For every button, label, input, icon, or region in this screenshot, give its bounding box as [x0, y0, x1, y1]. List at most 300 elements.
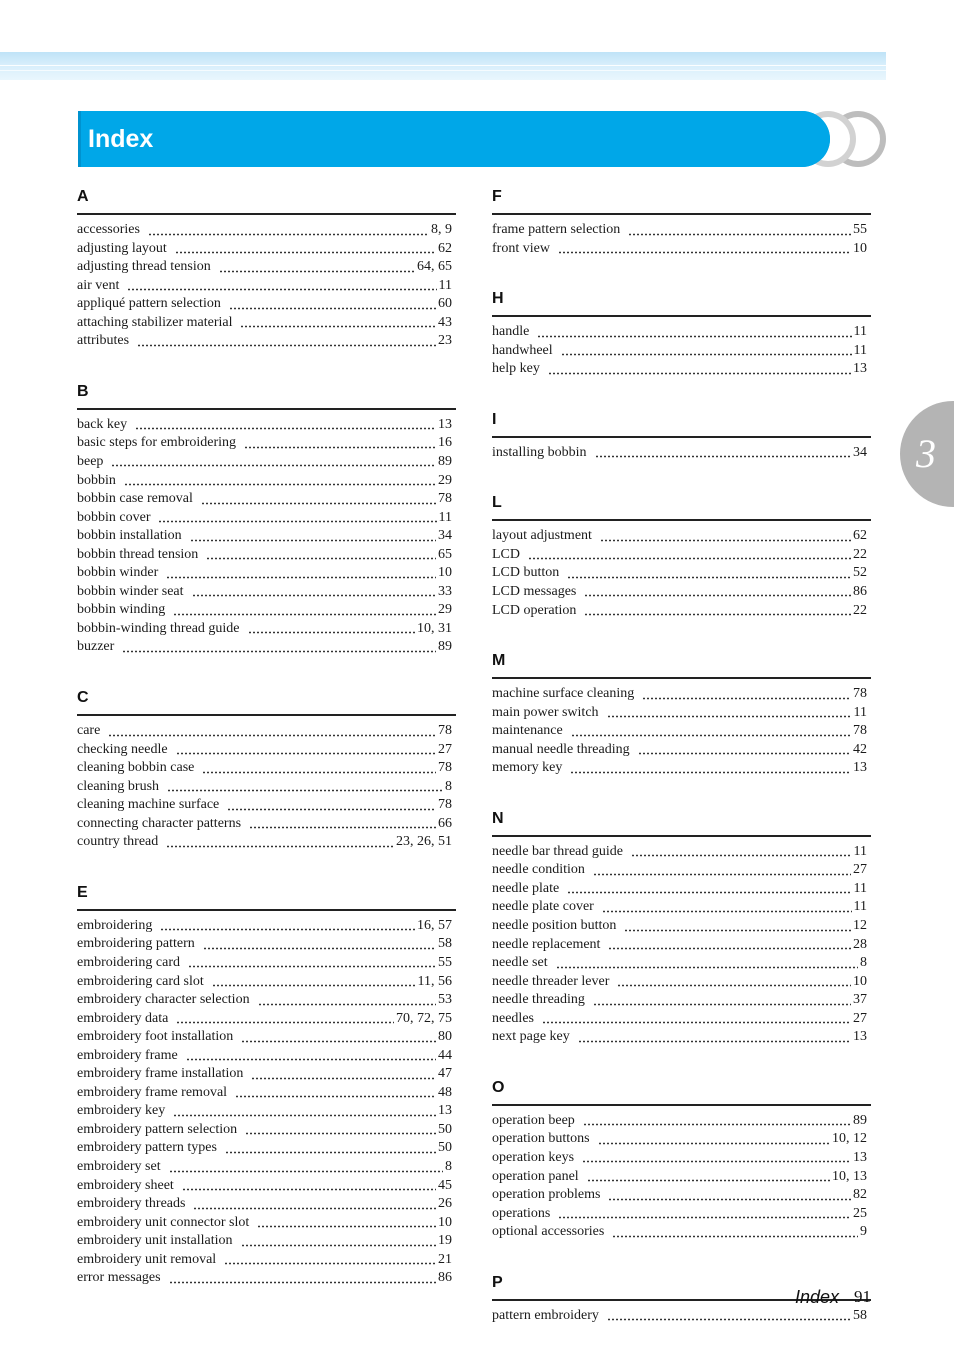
index-entry [492, 360, 867, 379]
index-term: embroidery key [77, 1103, 166, 1119]
dot-leader [617, 973, 851, 988]
index-page-ref: 16, 57 [417, 917, 452, 933]
index-term: embroidery unit connector slot [77, 1214, 250, 1230]
index-term: bobbin case removal [77, 491, 193, 507]
index-page-ref: 86 [438, 1270, 452, 1286]
index-term: operation problems [492, 1187, 601, 1203]
index-page-ref: 19 [438, 1233, 452, 1249]
dot-leader [166, 564, 436, 579]
footer-page-number: 91 [854, 1287, 871, 1306]
dot-leader [240, 314, 436, 329]
header-band-line [0, 70, 886, 71]
index-page-ref: 11 [853, 899, 867, 915]
dot-leader [227, 796, 436, 811]
dot-leader [202, 759, 436, 774]
index-entry [492, 704, 867, 723]
index-entry [77, 741, 452, 760]
dot-leader [169, 1269, 436, 1284]
index-page-ref: 48 [438, 1084, 452, 1100]
index-entry [492, 1186, 867, 1205]
dot-leader [244, 434, 436, 449]
dot-leader [600, 527, 851, 542]
dot-leader [182, 1177, 436, 1192]
index-page-ref: 50 [438, 1140, 452, 1156]
dot-leader [567, 880, 851, 895]
dot-leader [584, 583, 851, 598]
index-term: embroidery sheet [77, 1177, 174, 1193]
index-entry [77, 1158, 452, 1177]
index-page-ref: 23 [438, 333, 452, 349]
index-entry [492, 973, 867, 992]
index-page-ref: 89 [438, 639, 452, 655]
dot-leader [587, 1168, 830, 1183]
index-page-ref: 53 [438, 992, 452, 1008]
index-term: adjusting thread tension [77, 259, 211, 275]
dot-leader [190, 527, 436, 542]
index-entry [77, 620, 452, 639]
index-term: buzzer [77, 639, 115, 655]
index-entry [492, 991, 867, 1010]
index-entry [77, 221, 452, 240]
index-term: frame pattern selection [492, 222, 621, 237]
section-rule [492, 835, 871, 837]
dot-leader [642, 685, 851, 700]
index-term: operation beep [492, 1112, 575, 1128]
dot-leader [175, 240, 436, 255]
dot-leader [225, 1139, 436, 1154]
index-entry [492, 602, 867, 621]
index-entry [492, 1130, 867, 1149]
dot-leader [148, 221, 429, 236]
dot-leader [258, 991, 436, 1006]
dot-leader [241, 1232, 436, 1247]
index-entry [77, 1177, 452, 1196]
dot-leader [548, 360, 851, 375]
index-term: embroidery pattern types [77, 1140, 217, 1156]
index-entry [77, 722, 452, 741]
dot-leader [528, 546, 851, 561]
section-heading-b: B [77, 382, 89, 400]
dot-leader [201, 490, 436, 505]
index-page-ref: 70, 72, 75 [396, 1010, 452, 1026]
index-term: embroidery unit removal [77, 1251, 217, 1267]
index-page-ref: 13 [438, 416, 452, 432]
dot-leader [122, 638, 436, 653]
section-heading-h: H [492, 290, 504, 308]
index-page-ref: 78 [438, 491, 452, 507]
dot-leader [628, 221, 851, 236]
dot-leader [160, 917, 415, 932]
dot-leader [624, 917, 851, 932]
index-page-ref: 27 [853, 862, 867, 878]
index-entry [77, 258, 452, 277]
index-term: needle replacement [492, 936, 601, 952]
section-rule [492, 677, 871, 679]
section-rule [77, 714, 456, 716]
index-page-ref: 58 [438, 936, 452, 952]
index-entry [77, 434, 452, 453]
index-term: needle condition [492, 862, 585, 878]
dot-leader [193, 1195, 436, 1210]
index-page-ref: 22 [853, 602, 867, 618]
index-term: embroidery frame installation [77, 1066, 244, 1082]
index-page-ref: 78 [438, 723, 452, 738]
index-entry [77, 1028, 452, 1047]
index-term: pattern embroidery [492, 1307, 599, 1323]
index-entry [492, 527, 867, 546]
dot-leader [166, 833, 394, 848]
dot-leader [593, 991, 851, 1006]
index-entry [77, 453, 452, 472]
index-entry [492, 1028, 867, 1047]
index-page-ref: 62 [438, 240, 452, 256]
index-term: embroidery frame [77, 1047, 178, 1063]
index-page-ref: 26 [438, 1196, 452, 1212]
index-term: beep [77, 453, 104, 469]
index-term: needle set [492, 955, 548, 971]
index-entry [77, 1269, 452, 1288]
dot-leader [224, 1251, 436, 1266]
index-entry [492, 323, 867, 342]
dot-leader [235, 1084, 436, 1099]
index-page-ref: 78 [438, 760, 452, 776]
index-entry [77, 314, 452, 333]
index-page-ref: 10 [853, 973, 867, 989]
dot-leader [173, 601, 436, 616]
index-term: bobbin [77, 472, 116, 488]
index-entry [77, 833, 452, 852]
index-page-ref: 65 [438, 546, 452, 562]
index-entry [77, 332, 452, 351]
index-entry [492, 342, 867, 361]
dot-leader [206, 546, 436, 561]
index-page-ref: 37 [853, 992, 867, 1008]
dot-leader [595, 444, 852, 459]
index-entry [77, 527, 452, 546]
index-term: attributes [77, 333, 130, 349]
index-entry [77, 277, 452, 296]
index-term: embroidery threads [77, 1196, 186, 1212]
index-term: LCD messages [492, 583, 577, 599]
section-heading-m: M [492, 652, 506, 670]
index-term: maintenance [492, 723, 563, 739]
dot-leader [571, 722, 851, 737]
dot-leader [558, 1205, 851, 1220]
index-page-ref: 13 [438, 1103, 452, 1119]
index-term: needles [492, 1010, 534, 1026]
index-term: installing bobbin [492, 444, 587, 460]
index-entry [492, 1223, 867, 1242]
dot-leader [257, 1214, 436, 1229]
index-page-ref: 42 [853, 741, 867, 757]
index-entry [77, 1232, 452, 1251]
index-page-ref: 16 [438, 435, 452, 451]
index-term: care [77, 723, 101, 738]
section-rule [77, 213, 456, 215]
index-entry [492, 1112, 867, 1131]
index-term: LCD [492, 546, 520, 562]
index-page-ref: 52 [853, 565, 867, 581]
dot-leader [108, 722, 436, 737]
index-page-ref: 21 [438, 1251, 452, 1267]
index-term: bobbin thread tension [77, 546, 199, 562]
section-heading-a: A [77, 188, 89, 205]
index-term: optional accessories [492, 1224, 605, 1240]
index-page-ref: 43 [438, 314, 452, 330]
index-entry [77, 954, 452, 973]
index-entry [492, 564, 867, 583]
index-entry [492, 954, 867, 973]
index-page-ref: 62 [853, 528, 867, 544]
index-entry [77, 1251, 452, 1270]
index-term: operation panel [492, 1168, 579, 1184]
index-entry [492, 240, 867, 259]
index-term: cleaning brush [77, 778, 160, 794]
index-entry [77, 1214, 452, 1233]
index-term: embroidering [77, 917, 153, 933]
dot-leader [608, 1186, 851, 1201]
index-page-ref: 10, 31 [417, 620, 452, 636]
index-entry [492, 722, 867, 741]
index-page-ref: 89 [438, 453, 452, 469]
index-term: LCD operation [492, 602, 577, 618]
index-entry [492, 1149, 867, 1168]
index-entry [77, 796, 452, 815]
index-term: embroidering card [77, 954, 181, 970]
index-term: embroidery pattern selection [77, 1121, 238, 1137]
index-term: operations [492, 1205, 551, 1221]
index-term: bobbin-winding thread guide [77, 620, 240, 636]
index-page-ref: 11 [853, 324, 867, 340]
index-page-ref: 47 [438, 1066, 452, 1082]
index-page-ref: 11 [853, 704, 867, 720]
index-entry [77, 1121, 452, 1140]
dot-leader [212, 973, 416, 988]
index-entry [492, 861, 867, 880]
section-heading-f: F [492, 188, 502, 205]
index-page-ref: 11 [853, 342, 867, 358]
dot-leader [612, 1223, 858, 1238]
index-page-ref: 10, 12 [832, 1131, 867, 1147]
dot-leader [537, 323, 851, 338]
dot-leader [203, 935, 436, 950]
index-term: machine surface cleaning [492, 686, 635, 702]
dot-leader [135, 416, 436, 431]
index-page-ref: 78 [853, 686, 867, 702]
index-entry [77, 778, 452, 797]
index-term: embroidery unit installation [77, 1233, 233, 1249]
index-term: handle [492, 324, 530, 340]
dot-leader [248, 620, 415, 635]
index-entry [77, 583, 452, 602]
dot-leader [558, 240, 851, 255]
index-entry [492, 546, 867, 565]
index-entry [77, 1010, 452, 1029]
index-page-ref: 12 [853, 918, 867, 933]
section-rule [77, 909, 456, 911]
index-page-ref: 13 [853, 1029, 867, 1045]
index-term: adjusting layout [77, 240, 167, 256]
index-page-ref: 8 [445, 1159, 452, 1174]
dot-leader [245, 1121, 436, 1136]
index-page-ref: 80 [438, 1029, 452, 1045]
section-heading-n: N [492, 809, 504, 827]
index-term: operation keys [492, 1149, 575, 1165]
chapter-number: 3 [916, 431, 936, 476]
index-entry [77, 973, 452, 992]
section-heading-o: O [492, 1078, 505, 1096]
index-term: bobbin winder seat [77, 583, 184, 599]
index-page-ref: 10 [853, 240, 867, 256]
dot-leader [583, 1112, 851, 1127]
index-term: needle bar thread guide [492, 843, 623, 859]
index-page-ref: 13 [853, 1149, 867, 1165]
index-page-ref: 78 [438, 797, 452, 813]
dot-leader [111, 453, 436, 468]
index-entry [492, 444, 867, 463]
section-rule [492, 519, 871, 521]
dot-leader [638, 741, 851, 756]
index-entry [492, 843, 867, 862]
dot-leader [186, 1047, 436, 1062]
section-rule [492, 315, 871, 317]
index-term: operation buttons [492, 1131, 590, 1147]
index-page-ref: 23, 26, 51 [396, 834, 452, 850]
dot-leader [127, 277, 436, 292]
index-term: error messages [77, 1270, 161, 1286]
dot-leader [176, 1010, 394, 1025]
index-page-ref: 27 [438, 741, 452, 757]
dot-leader [192, 583, 436, 598]
dot-leader [249, 815, 436, 830]
index-term: needle threading [492, 992, 585, 1008]
index-entry [77, 416, 452, 435]
section-heading-p: P [492, 1273, 503, 1291]
index-page-ref: 55 [853, 222, 867, 237]
dot-leader [593, 861, 851, 876]
index-page-ref: 22 [853, 546, 867, 562]
index-entry [492, 1205, 867, 1224]
title-bar [78, 111, 830, 167]
index-term: back key [77, 416, 128, 432]
index-page-ref: 8, 9 [431, 222, 452, 237]
dot-leader [607, 704, 852, 719]
index-page-ref: 11 [438, 509, 452, 525]
index-page-ref: 25 [853, 1205, 867, 1221]
index-page-ref: 27 [853, 1010, 867, 1026]
index-entry [492, 741, 867, 760]
index-entry [77, 759, 452, 778]
index-term: embroidering card slot [77, 973, 204, 989]
dot-leader [188, 954, 436, 969]
index-page-ref: 45 [438, 1177, 452, 1193]
index-page-ref: 82 [853, 1187, 867, 1203]
index-page-ref: 11, 56 [417, 973, 452, 989]
index-entry [77, 240, 452, 259]
index-page-ref: 60 [438, 296, 452, 312]
dot-leader [137, 332, 436, 347]
index-term: bobbin winding [77, 602, 166, 618]
index-page-ref: 44 [438, 1047, 452, 1063]
index-entry [492, 583, 867, 602]
index-page-ref: 13 [853, 361, 867, 377]
index-entry [77, 1195, 452, 1214]
dot-leader [219, 258, 415, 273]
index-term: accessories [77, 222, 140, 237]
dot-leader [578, 1028, 851, 1043]
index-page-ref: 29 [438, 602, 452, 618]
index-page-ref: 10 [438, 565, 452, 581]
dot-leader [567, 564, 851, 579]
index-term: needle position button [492, 918, 617, 933]
dot-leader [169, 1158, 443, 1173]
index-page-ref: 11 [853, 880, 867, 896]
index-entry [77, 1047, 452, 1066]
index-term: embroidery foot installation [77, 1029, 234, 1045]
index-term: bobbin cover [77, 509, 151, 525]
dot-leader [556, 954, 858, 969]
section-heading-l: L [492, 494, 502, 512]
index-term: connecting character patterns [77, 815, 242, 831]
index-entry [492, 917, 867, 936]
index-entry [77, 509, 452, 528]
dot-leader [124, 472, 436, 487]
index-page-ref: 10 [438, 1214, 452, 1230]
index-page-ref: 29 [438, 472, 452, 488]
dot-leader [561, 342, 852, 357]
index-term: embroidery data [77, 1010, 169, 1026]
footer-section-label: Index [795, 1287, 840, 1307]
index-page-ref: 10, 13 [832, 1168, 867, 1184]
index-term: bobbin winder [77, 565, 159, 581]
index-entry [492, 936, 867, 955]
index-page-ref: 28 [853, 936, 867, 952]
index-entry [492, 1168, 867, 1187]
index-term: LCD button [492, 565, 560, 581]
index-term: cleaning machine surface [77, 797, 220, 813]
index-term: needle threader lever [492, 973, 610, 989]
section-rule [77, 408, 456, 410]
index-term: embroidering pattern [77, 936, 195, 952]
index-page-ref: 64, 65 [417, 259, 452, 275]
index-term: manual needle threading [492, 741, 630, 757]
index-entry [77, 1065, 452, 1084]
dot-leader [542, 1010, 851, 1025]
index-term: main power switch [492, 704, 599, 720]
index-page-ref: 50 [438, 1121, 452, 1137]
index-term: memory key [492, 760, 563, 776]
index-page-ref: 8 [445, 778, 452, 794]
dot-leader [584, 602, 851, 617]
dot-leader [241, 1028, 436, 1043]
section-heading-c: C [77, 689, 89, 706]
index-entry [77, 917, 452, 936]
index-term: country thread [77, 834, 159, 850]
index-term: embroidery character selection [77, 992, 250, 1008]
index-term: basic steps for embroidering [77, 435, 237, 451]
index-term: bobbin installation [77, 528, 182, 544]
index-term: embroidery set [77, 1159, 161, 1174]
dot-leader [251, 1065, 436, 1080]
index-term: embroidery frame removal [77, 1084, 228, 1100]
index-page-ref: 89 [853, 1112, 867, 1128]
index-entry [492, 1307, 867, 1326]
index-entry [77, 1139, 452, 1158]
index-page-ref: 78 [853, 723, 867, 739]
section-rule [492, 213, 871, 215]
index-term: appliqué pattern selection [77, 296, 221, 312]
index-term: air vent [77, 277, 120, 293]
